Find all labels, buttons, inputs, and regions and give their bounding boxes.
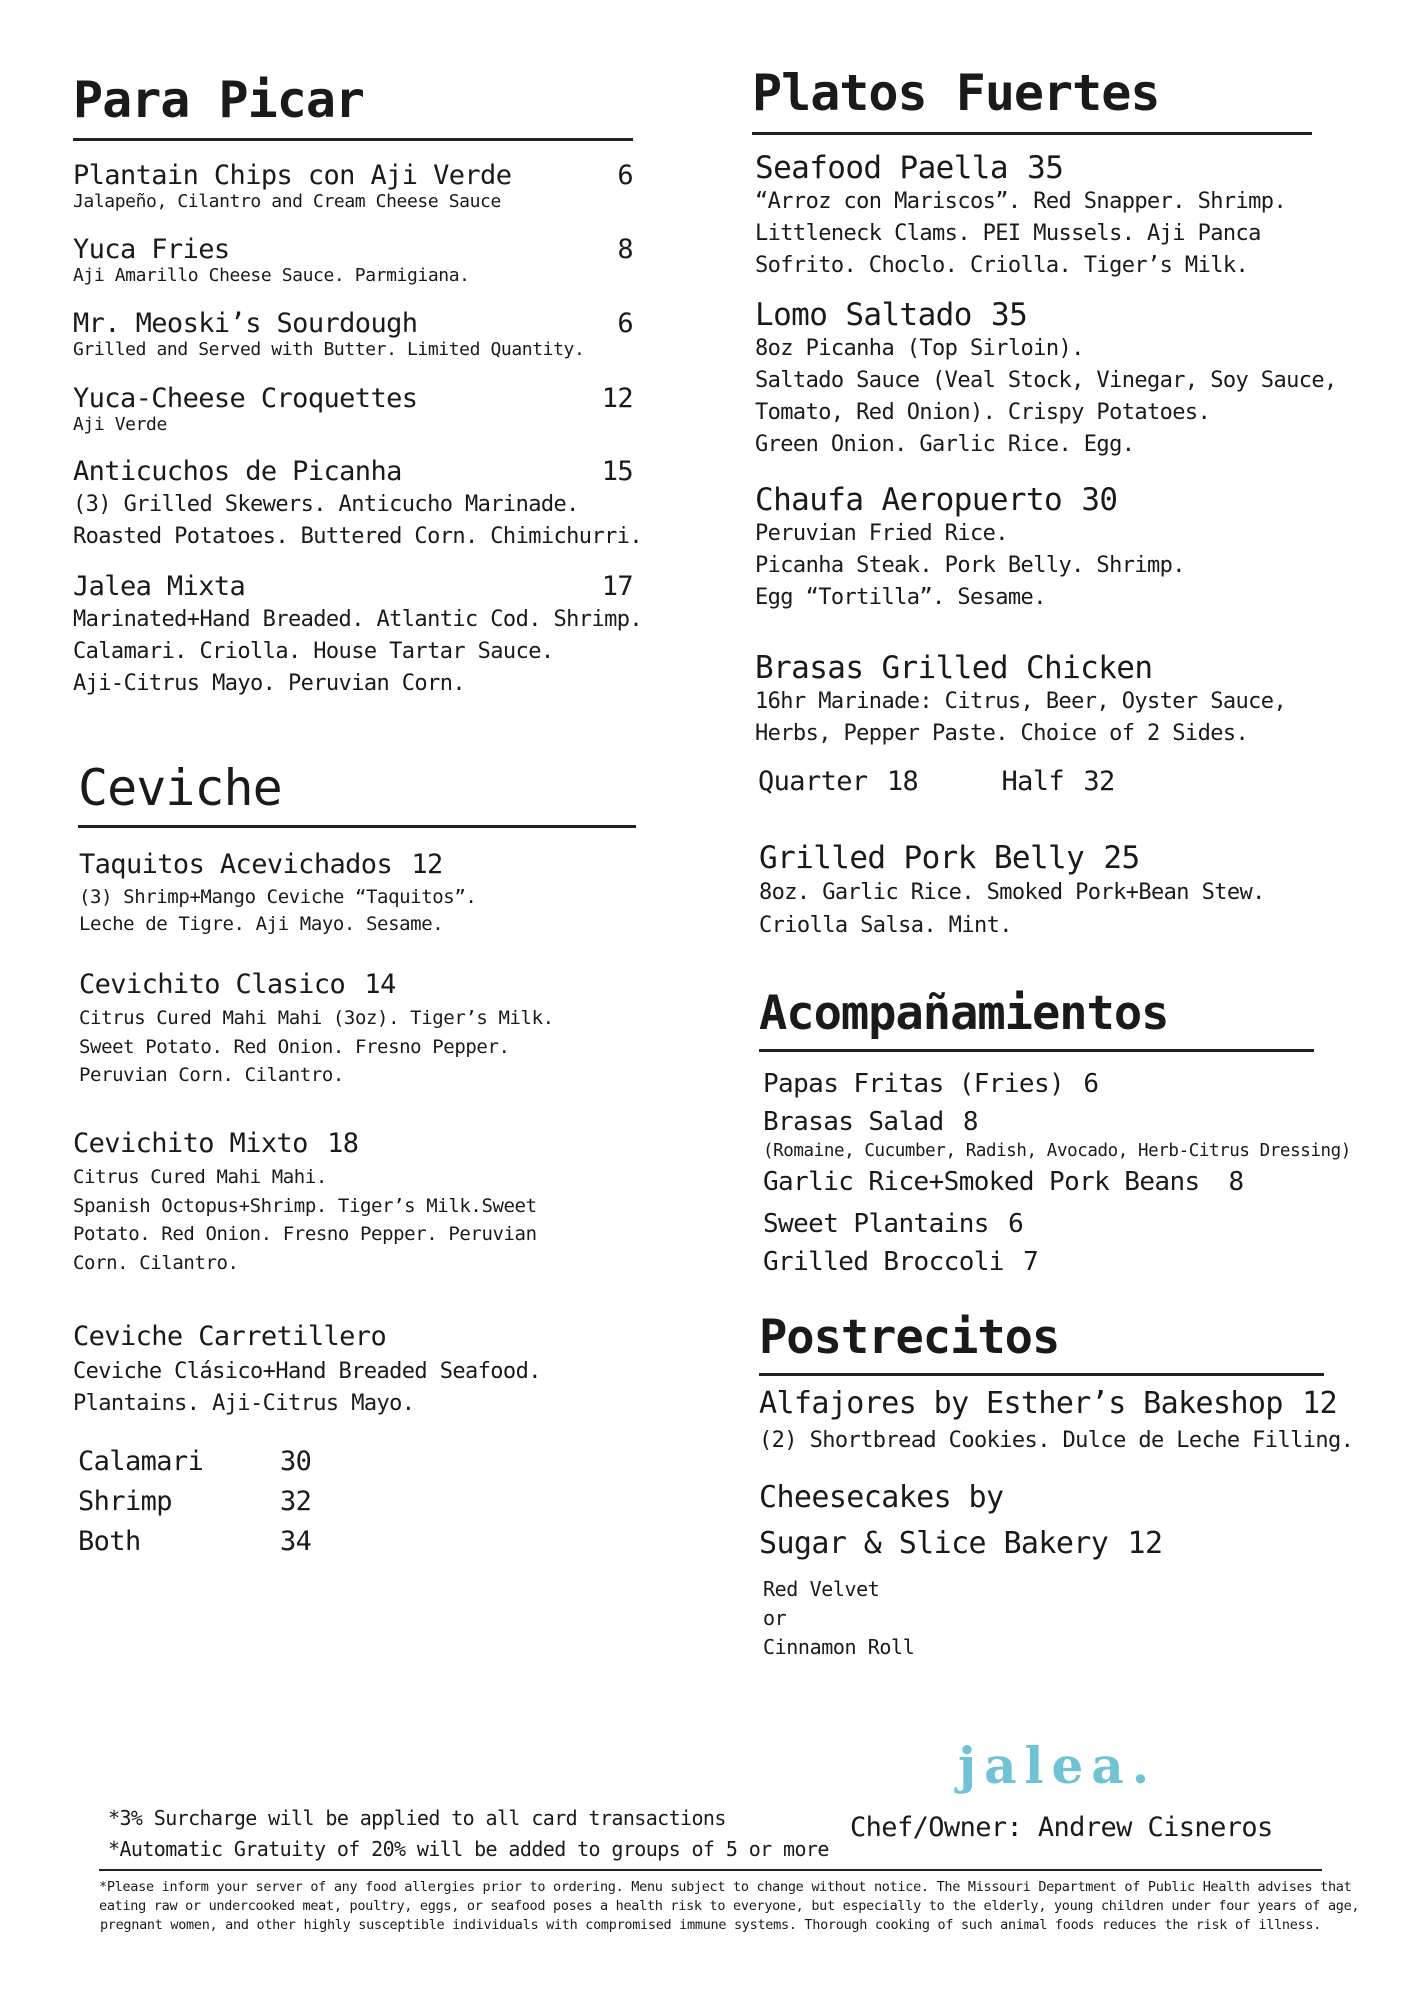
item-price: 30 xyxy=(1081,482,1118,518)
item-price: 35 xyxy=(991,297,1028,333)
section-divider xyxy=(752,132,1312,135)
option-name: Shrimp xyxy=(78,1486,172,1517)
item-name: Anticuchos de Picanha xyxy=(73,456,402,487)
disclaimer-line: pregnant women, and other highly susceptible individuals with compromised immune systems. Thorough cooking of such animal foods reduces the risk of illness. xyxy=(99,1916,1322,1933)
item-description: Sofrito. Choclo. Criolla. Tiger’s Milk. xyxy=(755,252,1249,278)
item-description: Littleneck Clams. PEI Mussels. Aji Panca xyxy=(755,220,1261,246)
option-price: 32 xyxy=(1083,766,1115,797)
option-name: Half xyxy=(1001,766,1065,797)
item-description: Criolla Salsa. Mint. xyxy=(759,913,1012,938)
item-name: Yuca-Cheese Croquettes xyxy=(73,383,418,414)
side-note: (Romaine, Cucumber, Radish, Avocado, Herb-Citrus Dressing) xyxy=(763,1141,1351,1161)
side-price: 7 xyxy=(1023,1247,1039,1277)
option-price: 32 xyxy=(280,1486,312,1517)
menu-item xyxy=(73,571,643,700)
item-name: Mr. Meoski’s Sourdough xyxy=(73,308,418,339)
side-price: 8 xyxy=(1228,1167,1244,1197)
item-name: Cheesecakes by xyxy=(759,1480,1004,1515)
surcharge-note: *3% Surcharge will be applied to all card transactions xyxy=(108,1806,726,1830)
item-name: Chaufa Aeropuerto xyxy=(755,482,1063,518)
item-description: Roasted Potatoes. Buttered Corn. Chimichurri. xyxy=(73,523,643,549)
disclaimer-line: eating raw or undercooked meat, poultry, eggs, or seafood poses a health risk to everyone, but especially to the elderly, young children under four years of age, xyxy=(99,1897,1360,1914)
item-name: Cevichito Clasico xyxy=(79,969,346,1000)
side-price: 6 xyxy=(1008,1209,1024,1239)
item-description: Aji-Citrus Mayo. Peruvian Corn. xyxy=(73,670,465,696)
item-name: Plantain Chips con Aji Verde xyxy=(73,160,512,191)
item-description: Potato. Red Onion. Fresno Pepper. Peruvian xyxy=(73,1223,537,1245)
jalea-logo: jalea. xyxy=(958,1736,1158,1795)
flavor-option: or xyxy=(763,1606,787,1630)
side-name: Brasas Salad xyxy=(763,1107,944,1137)
item-price: 12 xyxy=(1127,1526,1163,1561)
menu-item xyxy=(755,150,1345,282)
menu-item xyxy=(79,969,639,1090)
item-description: Herbs, Pepper Paste. Choice of 2 Sides. xyxy=(755,720,1249,746)
item-price: 12 xyxy=(411,849,443,880)
item-description: Picanha Steak. Pork Belly. Shrimp. xyxy=(755,552,1185,578)
chicken-options xyxy=(758,766,1115,797)
item-description: Citrus Cured Mahi Mahi (3oz). Tiger’s Milk. xyxy=(79,1007,554,1029)
side-price: 8 xyxy=(962,1107,978,1137)
gratuity-note: *Automatic Gratuity of 20% will be added to groups of 5 or more xyxy=(108,1837,829,1861)
section-title-acompanamientos: Acompañamientos xyxy=(759,986,1169,1041)
item-name: Alfajores by Esther’s Bakeshop xyxy=(759,1386,1283,1421)
option-price: 18 xyxy=(886,766,919,797)
item-description: Citrus Cured Mahi Mahi. xyxy=(73,1166,327,1188)
menu-item xyxy=(73,308,633,361)
item-price: 8 xyxy=(617,234,633,265)
item-price: 14 xyxy=(364,969,396,1000)
item-description: Corn. Cilantro. xyxy=(73,1251,239,1274)
item-price: 15 xyxy=(601,456,633,487)
section-title-ceviche: Ceviche xyxy=(78,759,282,817)
disclaimer-line: *Please inform your server of any food allergies prior to ordering. Menu subject to change without notice. The Missouri Department of Public Health advises that xyxy=(99,1879,1352,1895)
option-price: 30 xyxy=(280,1446,312,1477)
section-title-para-picar: Para Picar xyxy=(73,71,365,129)
sides-list xyxy=(763,1069,1351,1285)
item-name: Jalea Mixta xyxy=(73,571,246,602)
item-description: Peruvian Fried Rice. xyxy=(755,521,1008,546)
menu-item xyxy=(755,650,1345,750)
side-name: Garlic Rice+Smoked Pork Beans xyxy=(763,1167,1200,1197)
section-divider xyxy=(759,1373,1324,1376)
item-description: Sweet Potato. Red Onion. Fresno Pepper. xyxy=(79,1035,510,1058)
flavor-option: Cinnamon Roll xyxy=(763,1635,915,1659)
item-price: 25 xyxy=(1103,840,1140,876)
chef-owner: Chef/Owner: Andrew Cisneros xyxy=(850,1812,1273,1843)
item-name: Ceviche Carretillero xyxy=(73,1321,387,1352)
item-price: 12 xyxy=(601,383,633,414)
item-name: Taquitos Acevichados xyxy=(79,849,393,880)
carretillero-options xyxy=(78,1446,311,1566)
item-name: Sugar & Slice Bakery xyxy=(759,1526,1109,1561)
para-picar-section xyxy=(73,71,633,141)
item-description: Saltado Sauce (Veal Stock, Vinegar, Soy Sauce, xyxy=(755,367,1337,393)
item-description: Ceviche Clásico+Hand Breaded Seafood. xyxy=(73,1359,541,1384)
section-title-postrecitos: Postrecitos xyxy=(759,1310,1060,1365)
section-divider xyxy=(759,1049,1314,1052)
item-description: Tomato, Red Onion). Crispy Potatoes. xyxy=(755,399,1211,425)
option-price: 34 xyxy=(280,1526,312,1557)
item-name: Yuca Fries xyxy=(73,234,230,265)
item-description: Egg “Tortilla”. Sesame. xyxy=(755,584,1046,610)
footer-notes xyxy=(108,1803,829,1865)
menu-item xyxy=(759,1480,1359,1662)
section-divider xyxy=(73,138,633,141)
menu-item xyxy=(755,297,1365,461)
item-name: Grilled Pork Belly xyxy=(759,840,1085,876)
item-price: 6 xyxy=(617,308,633,339)
menu-item xyxy=(759,1386,1359,1457)
item-price: 12 xyxy=(1302,1386,1338,1421)
item-name: Lomo Saltado xyxy=(755,297,972,333)
flavor-option: Red Velvet xyxy=(763,1577,880,1601)
option-name: Both xyxy=(78,1526,141,1557)
item-name: Seafood Paella xyxy=(755,150,1008,186)
item-price: 17 xyxy=(601,571,633,602)
menu-item xyxy=(755,482,1345,614)
menu-item xyxy=(73,1321,633,1420)
item-description: “Arroz con Mariscos”. Red Snapper. Shrimp. xyxy=(755,189,1287,214)
item-description: Grilled and Served with Butter. Limited Quantity. xyxy=(73,339,585,360)
item-description: 8oz Picanha (Top Sirloin). xyxy=(755,336,1084,361)
item-description: Calamari. Criolla. House Tartar Sauce. xyxy=(73,638,554,664)
item-price: 6 xyxy=(617,160,633,191)
postrecitos-section xyxy=(759,1310,1319,1376)
item-price: 35 xyxy=(1027,150,1064,186)
section-title-platos-fuertes: Platos Fuertes xyxy=(752,64,1160,122)
item-description: Plantains. Aji-Citrus Mayo. xyxy=(73,1390,415,1416)
item-description: (3) Shrimp+Mango Ceviche “Taquitos”. xyxy=(79,886,477,908)
menu-item xyxy=(79,849,639,937)
item-description: (3) Grilled Skewers. Anticucho Marinade. xyxy=(73,492,579,517)
disclaimer xyxy=(99,1878,1360,1935)
footer-divider xyxy=(99,1869,1322,1871)
item-description: Peruvian Corn. Cilantro. xyxy=(79,1064,344,1086)
item-description: Aji Amarillo Cheese Sauce. Parmigiana. xyxy=(73,265,470,286)
item-description: Aji Verde xyxy=(73,414,167,435)
item-description: 16hr Marinade: Citrus, Beer, Oyster Sauce, xyxy=(755,689,1287,714)
ceviche-section xyxy=(78,759,638,828)
menu-item xyxy=(73,456,643,553)
section-divider xyxy=(78,825,636,828)
side-name: Papas Fritas (Fries) xyxy=(763,1069,1065,1099)
item-description: Jalapeño, Cilantro and Cream Cheese Sauce xyxy=(73,191,501,212)
menu-item xyxy=(73,160,633,213)
side-name: Sweet Plantains xyxy=(763,1209,989,1239)
side-name: Grilled Broccoli xyxy=(763,1247,1004,1277)
menu-item xyxy=(73,383,633,436)
item-description: (2) Shortbread Cookies. Dulce de Leche Filling. xyxy=(759,1428,1354,1453)
item-description: Green Onion. Garlic Rice. Egg. xyxy=(755,431,1135,457)
platos-fuertes-section xyxy=(752,64,1312,135)
item-description: Spanish Octopus+Shrimp. Tiger’s Milk.Sweet xyxy=(73,1194,537,1217)
item-name: Cevichito Mixto xyxy=(73,1128,308,1159)
item-price: 18 xyxy=(327,1128,359,1159)
item-description: 8oz. Garlic Rice. Smoked Pork+Bean Stew. xyxy=(759,880,1265,905)
item-name: Brasas Grilled Chicken xyxy=(755,650,1153,686)
side-price: 6 xyxy=(1083,1069,1099,1099)
item-description: Leche de Tigre. Aji Mayo. Sesame. xyxy=(79,912,444,935)
item-description: Marinated+Hand Breaded. Atlantic Cod. Shrimp. xyxy=(73,607,643,632)
menu-item xyxy=(73,1128,633,1277)
menu-item xyxy=(759,840,1349,942)
option-name: Quarter xyxy=(758,766,868,797)
option-name: Calamari xyxy=(78,1446,204,1477)
acompanamientos-section xyxy=(759,986,1319,1052)
menu-item xyxy=(73,234,633,287)
